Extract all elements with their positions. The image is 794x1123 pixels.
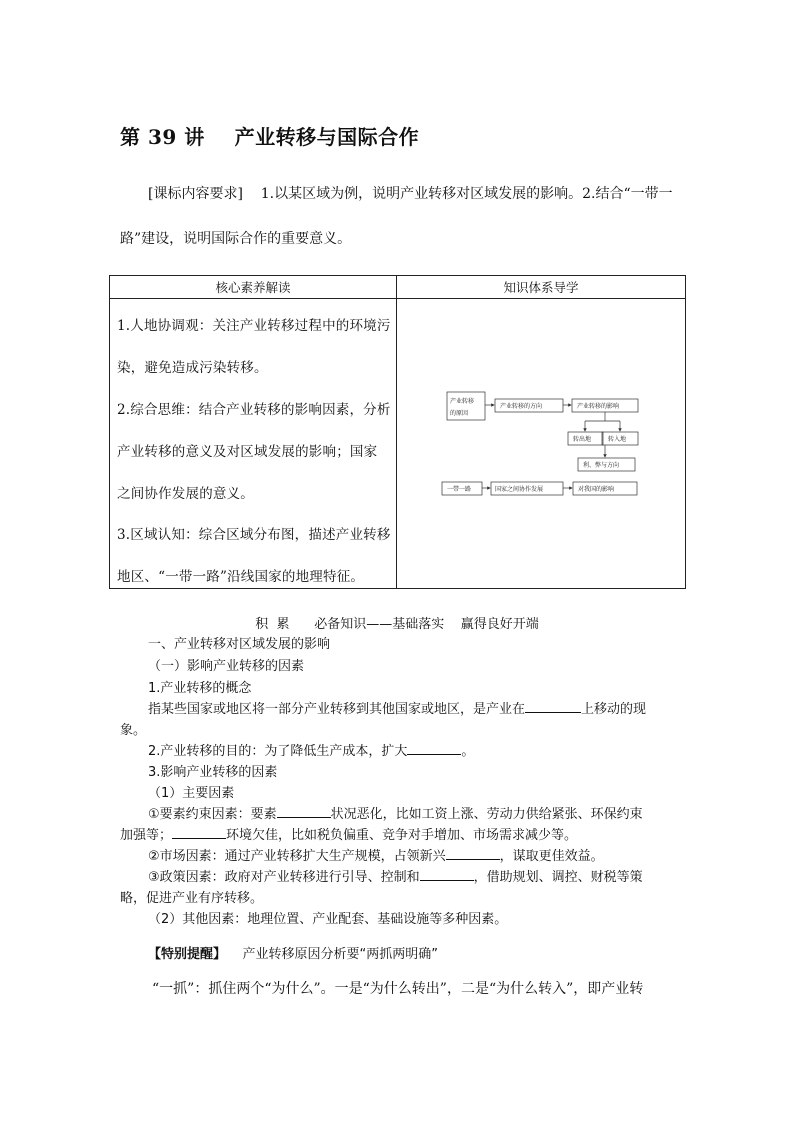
diagram-label: 一带一路	[447, 486, 472, 493]
blank-field[interactable]	[525, 700, 581, 713]
diagram-label: 产业转移的影响	[577, 403, 620, 410]
factor-line	[120, 824, 577, 843]
concept-text: 指某些国家或地区将一部分产业转移到其他国家或地区，是产业在	[148, 702, 526, 717]
core-literacy-cell	[110, 299, 397, 589]
heading-factors: 3.影响产业转移的因素	[148, 765, 278, 780]
body-last-line: “一抓”：抓住两个“为什么”。一是“为什么转出”，二是“为什么转入”，即产业转	[152, 981, 644, 997]
knowledge-flow-diagram	[397, 299, 686, 591]
factor-text: 状况恶化，比如工资上涨、劳动力供给紧张、环保约束	[330, 807, 643, 822]
factor-text: 加强等；	[120, 828, 173, 843]
diagram-label: 产业转移	[450, 398, 475, 405]
factor-text: ③政策因素：政府对产业转移进行引导、控制和	[148, 870, 420, 885]
literacy-line: 染，避免造成污染转移。	[117, 360, 268, 376]
literacy-line: 1.人地协调观：关注产业转移过程中的环境污	[117, 318, 391, 334]
reminder-text: 产业转移原因分析要“两抓两明确”	[226, 947, 439, 962]
table-header-knowledge-system: 知识体系导学	[397, 276, 686, 299]
blank-field[interactable]	[277, 805, 331, 818]
table-header-core-literacy: 核心素养解读	[110, 276, 397, 299]
diagram-label: 产业转移的方向	[500, 403, 543, 410]
blank-field[interactable]	[172, 826, 226, 839]
curriculum-requirements-line2: 路”建设，说明国际合作的重要意义。	[120, 231, 352, 247]
diagram-label: 对我国的影响	[578, 486, 615, 493]
diagram-label: 转入地	[608, 436, 627, 443]
diagram-label: 转出地	[573, 436, 592, 443]
factor-line	[148, 845, 604, 864]
special-reminder	[148, 943, 438, 962]
literacy-line: 地区、“一带一路”沿线国家的地理特征。	[117, 569, 365, 585]
purpose-text: 。	[461, 744, 475, 759]
other-factors: （2）其他因素：地理位置、产业配套、基础设施等多种因素。	[148, 912, 508, 927]
concept-line-end: 象。	[120, 723, 147, 738]
factor-text: ，谋取更佳效益。	[499, 849, 604, 864]
factor-line: 略，促进产业有序转移。	[120, 891, 264, 906]
page-title: 第 39 讲 产业转移与国际合作	[120, 125, 420, 149]
section-header: 积 累 必备知识——基础落实 赢得良好开端	[255, 617, 539, 632]
heading-level1: 一、产业转移对区域发展的影响	[148, 637, 331, 652]
blank-field[interactable]	[446, 847, 500, 860]
heading-concept: 1.产业转移的概念	[148, 681, 252, 696]
knowledge-diagram-cell	[397, 299, 686, 589]
purpose-line	[148, 740, 474, 759]
blank-field[interactable]	[420, 868, 474, 881]
diagram-label: 利、弊与方向	[583, 462, 620, 469]
factor-line	[148, 803, 643, 822]
literacy-line: 产业转移的意义及对区域发展的影响；国家	[117, 444, 378, 460]
concept-text: 上移动的现	[581, 702, 647, 717]
diagram-label: 国家之间协作发展	[495, 486, 544, 493]
factor-line	[148, 866, 643, 885]
reminder-tag: 【特别提醒】	[148, 947, 227, 962]
factor-text: ②市场因素：通过产业转移扩大生产规模，占领新兴	[148, 849, 446, 864]
literacy-line: 2.综合思维：结合产业转移的影响因素，分析	[117, 402, 391, 418]
literacy-table	[109, 275, 686, 589]
factor-text: 环境欠佳，比如税负偏重、竞争对手增加、市场需求减少等。	[226, 828, 578, 843]
factor-text: ①要素约束因素：要素	[148, 807, 277, 822]
diagram-label: 的原因	[450, 410, 469, 417]
main-factors: （1）主要因素	[148, 786, 235, 801]
purpose-text: 2.产业转移的目的：为了降低生产成本，扩大	[148, 744, 408, 759]
factor-text: ，借助规划、调控、财税等策	[473, 870, 643, 885]
heading-level2: （一）影响产业转移的因素	[148, 659, 305, 674]
blank-field[interactable]	[407, 742, 461, 755]
curriculum-requirements-line1: [课标内容要求] 1.以某区域为例，说明产业转移对区域发展的影响。2.结合“一带一	[148, 186, 673, 202]
literacy-line: 3.区域认知：综合区域分布图，描述产业转移	[117, 527, 391, 543]
concept-line	[148, 698, 646, 717]
literacy-line: 之间协作发展的意义。	[117, 486, 254, 502]
